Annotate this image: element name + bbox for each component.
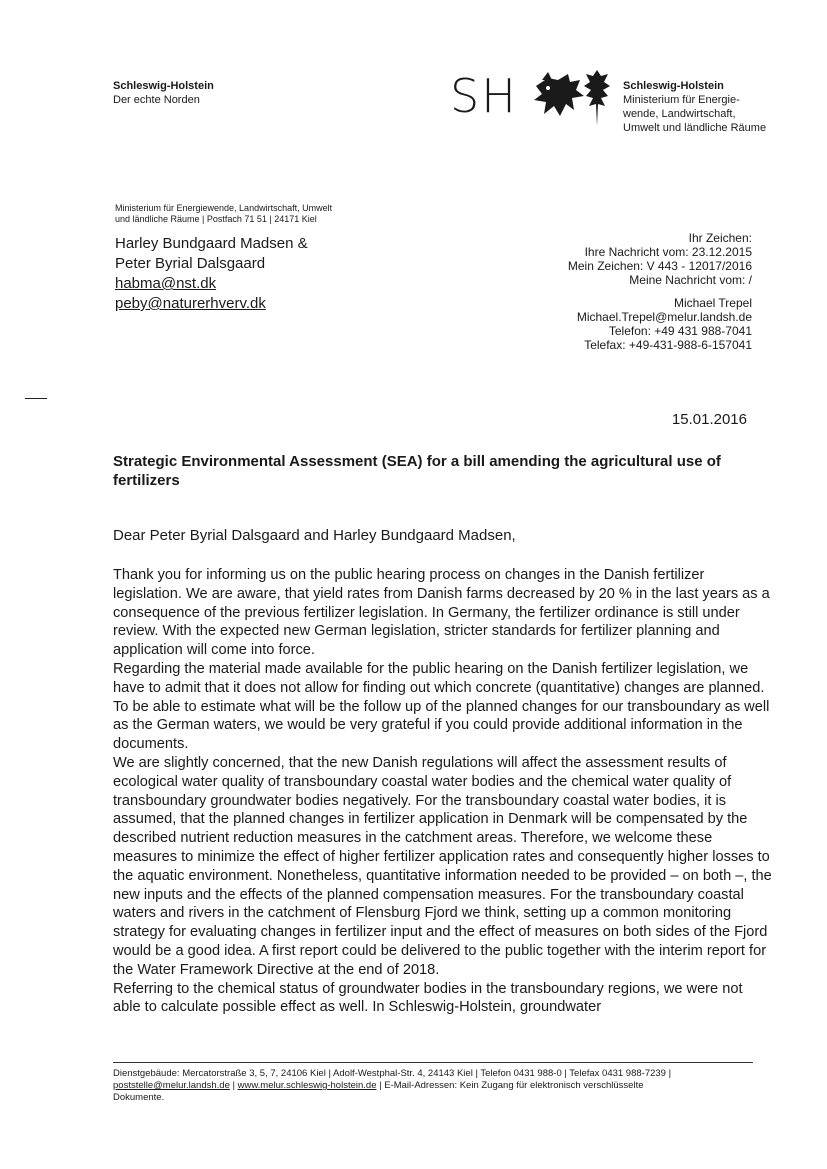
recipient-name: Peter Byrial Dalsgaard xyxy=(115,255,266,272)
state-slogan: Der echte Norden xyxy=(113,94,200,106)
ministry-block xyxy=(623,79,766,135)
ministry-line: Umwelt und ländliche Räume xyxy=(623,122,767,134)
contact-phone: Telefon: +49 431 988-7041 xyxy=(608,324,752,338)
letter-date: 15.01.2016 xyxy=(671,411,747,428)
recipient-name: Harley Bundgaard Madsen & xyxy=(115,235,308,252)
sh-logo xyxy=(450,70,610,126)
recipient-email-link[interactable]: peby@naturerhverv.dk xyxy=(115,295,266,312)
footer-email-link[interactable]: poststelle@melur.landsh.de xyxy=(113,1080,230,1092)
body-paragraph: Regarding the material made available for the public hearing on the Danish fertilizer legislation, we have to admit that it does not allow for finding out which concrete (quantitative) changes are planned. To be able to estimate what will be the follow up of the planned changes for our transboundary as well as the German waters, we would be very grateful if you could provide additional information in the documents. xyxy=(113,660,770,753)
ref-line: Meine Nachricht vom: / xyxy=(629,273,752,287)
reference-block xyxy=(568,231,752,287)
ref-line: Mein Zeichen: V 443 - 12017/2016 xyxy=(567,259,752,273)
recipient-email-link[interactable]: habma@nst.dk xyxy=(115,275,217,292)
fold-mark xyxy=(25,398,47,399)
logo-text: SH xyxy=(450,69,518,123)
footer-website-link[interactable]: www.melur.schleswig-holstein.de xyxy=(237,1080,377,1092)
sender-address xyxy=(115,203,332,225)
state-name: Schleswig-Holstein xyxy=(113,80,214,92)
lion-emblem-icon xyxy=(528,70,588,126)
footer-divider xyxy=(113,1062,753,1063)
letter-body xyxy=(113,566,773,1017)
footer-note-end: Dokumente. xyxy=(113,1092,165,1104)
letter-subject: Strategic Environmental Assessment (SEA) for a bill amending the agricultural use of fertilizers xyxy=(113,453,721,489)
body-paragraph: Referring to the chemical status of groundwater bodies in the transboundary regions, we were not able to calculate possible effect as well. In Schleswig-Holstein, groundwater xyxy=(113,980,743,1016)
ministry-line: wende, Landwirtschaft, xyxy=(623,108,736,120)
footer-links xyxy=(113,1080,763,1092)
salutation: Dear Peter Byrial Dalsgaard and Harley Bundgaard Madsen, xyxy=(113,527,516,544)
body-paragraph: Thank you for informing us on the public hearing process on changes in the Danish fertilizer legislation. We are aware, that yield rates from Danish farms decreased by 20 % in the last years as a consequence of the previous fertilizer legislation. In Germany, the fertilizer ordinance is still under review. With the expected new German legislation, stricter standards for fertilizer planning and application will come into force. xyxy=(113,567,770,659)
contact-name: Michael Trepel xyxy=(673,296,752,310)
sender-line: und ländliche Räume | Postfach 71 51 | 24171 Kiel xyxy=(115,214,317,224)
footer-separator: | xyxy=(229,1080,238,1092)
ministry-line: Ministerium für Energie- xyxy=(623,94,740,106)
footer xyxy=(113,1068,763,1105)
ref-line: Ihr Zeichen: xyxy=(688,231,752,245)
contact-email: Michael.Trepel@melur.landsh.de xyxy=(576,310,752,324)
sender-line: Ministerium für Energiewende, Landwirtschaft, Umwelt xyxy=(115,203,333,213)
footer-address: Dienstgebäude: Mercatorstraße 3, 5, 7, 24106 Kiel | Adolf-Westphal-Str. 4, 24143 Kiel | Telefon 0431 988-0 | Telefax 0431 988-7239 | xyxy=(113,1068,672,1079)
contact-fax: Telefax: +49-431-988-6-157041 xyxy=(584,338,752,352)
body-paragraph: We are slightly concerned, that the new Danish regulations will affect the assessment results of ecological water quality of transboundary coastal water bodies and the chemical water quality of transboundary groundwater bodies negatively. For the transboundary coastal water bodies, it is assumed, that the planned changes in fertilizer application in Denmark will be compensated by the described nutrient reduction measures in the catchment areas. Therefore, we welcome these measures to minimize the effect of higher fertilizer application rates and consequently higher losses to the aquatic environment. Nonetheless, quantitative information needed to be provided – on both –, the new inputs and the effects of the planned compensation measures. For the transboundary coastal waters and rivers in the catchment of Flensburg Fjord we think, setting up a common monitoring strategy for evaluating changes in fertilizer input and the effect of measures on both sides of the Fjord would be a good idea. A first report could be delivered to the public together with the interim report for the Water Framework Directive at the end of 2018. xyxy=(113,754,772,978)
footer-note: | E-Mail-Adressen: Kein Zugang für elektronisch verschlüsselte xyxy=(376,1080,644,1092)
recipient-address xyxy=(115,234,308,314)
contact-block xyxy=(577,296,752,352)
nettle-leaf-icon xyxy=(584,70,610,126)
ref-line: Ihre Nachricht vom: 23.12.2015 xyxy=(584,245,752,259)
ministry-state: Schleswig-Holstein xyxy=(623,80,724,92)
